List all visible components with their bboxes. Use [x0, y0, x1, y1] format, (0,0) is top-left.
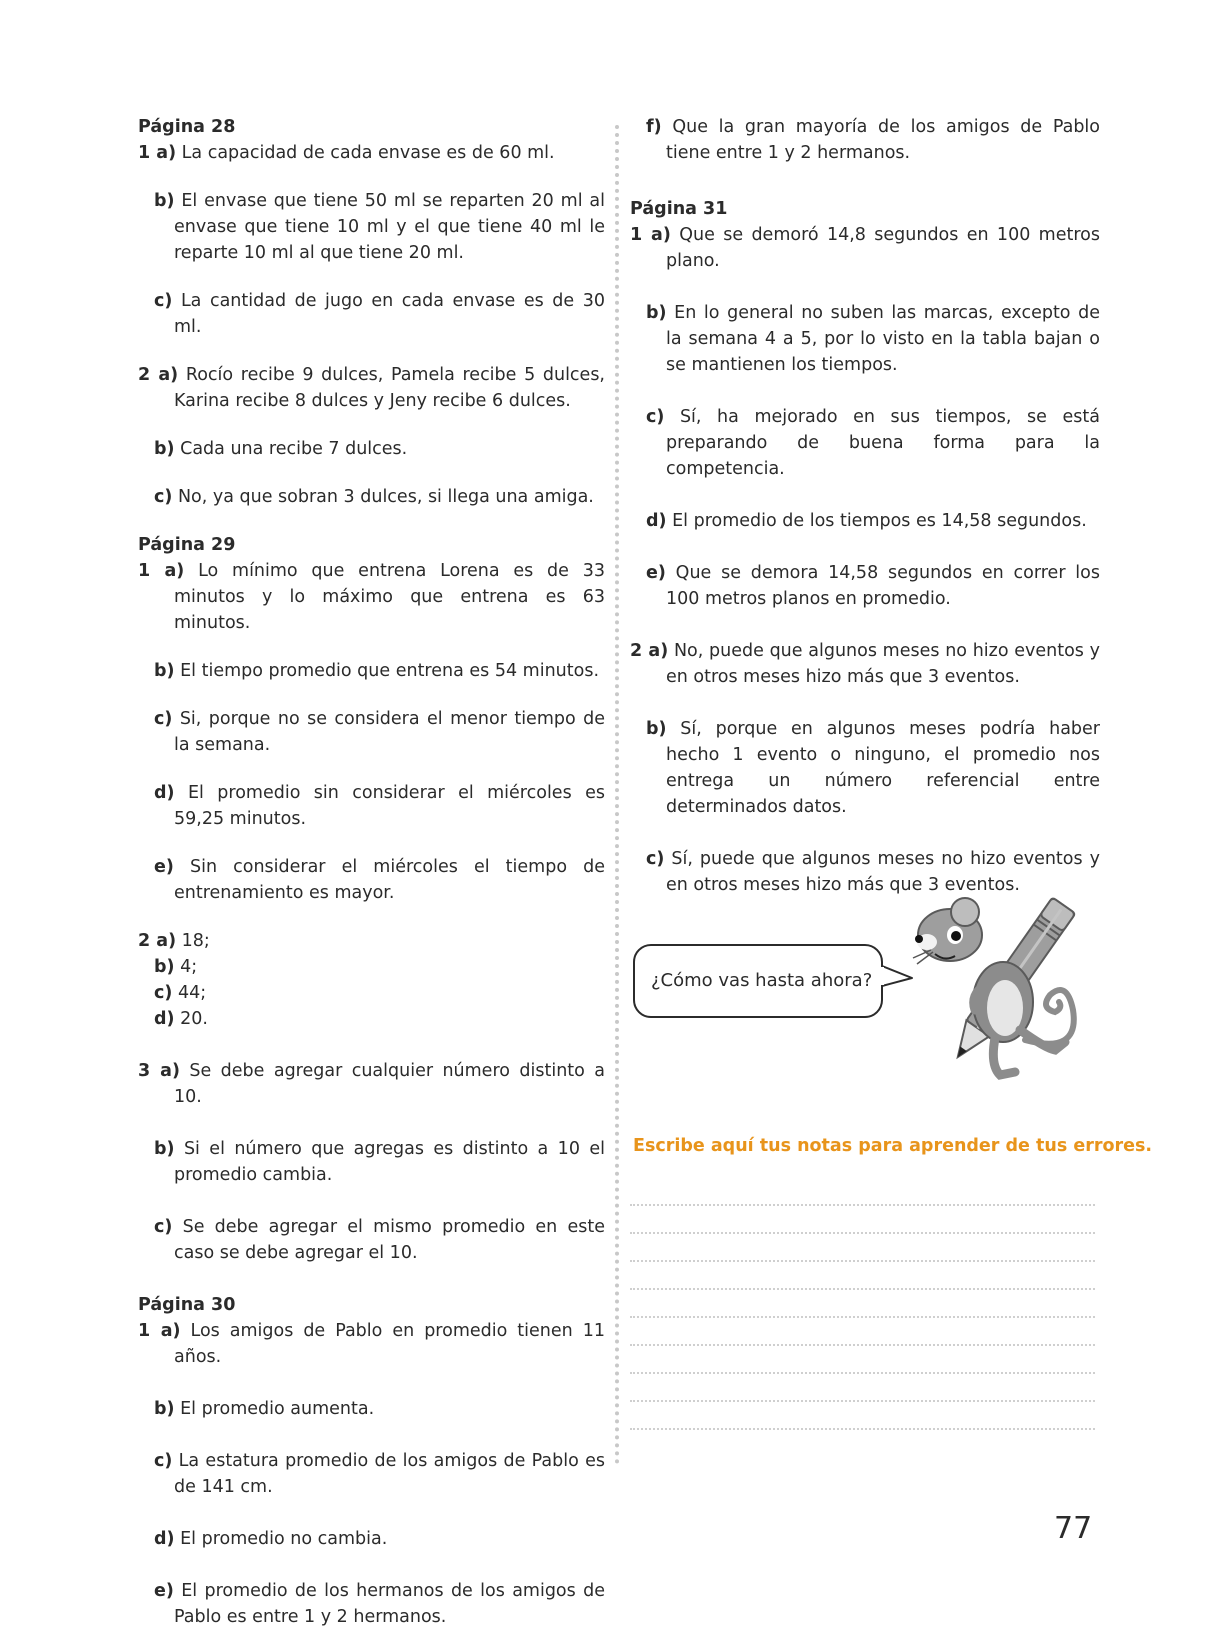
- answer-p30-1e: e) El promedio de los hermanos de los amigos de Pablo es entre 1 y 2 hermanos.: [154, 1581, 605, 1627]
- answer-p29-3c: c) Se debe agregar el mismo promedio en este caso se debe agregar el 10.: [154, 1217, 605, 1263]
- answer-p29-1c: c) Si, porque no se considera el menor tiempo de la semana.: [154, 709, 605, 755]
- column-divider: [615, 125, 619, 1465]
- notes-line[interactable]: [630, 1290, 1095, 1318]
- mouse-mascot-icon: [905, 890, 1105, 1100]
- answer-p29-3a: 3 a) Se debe agregar cualquier número distinto a 10.: [138, 1061, 605, 1107]
- section-heading-p31: Página 31: [630, 199, 728, 219]
- notes-line[interactable]: [630, 1234, 1095, 1262]
- section-heading-p29: Página 29: [138, 535, 236, 555]
- answer-p31-2c: c) Sí, puede que algunos meses no hizo eventos y en otros meses hizo más que 3 eventos.: [646, 849, 1100, 895]
- answer-p31-1c: c) Sí, ha mejorado en sus tiempos, se está preparando de buena forma para la competencia.: [646, 407, 1100, 479]
- answer-p28-1a: 1 a) La capacidad de cada envase es de 60 ml.: [138, 143, 555, 163]
- answer-p28-1c: c) La cantidad de jugo en cada envase es de 30 ml.: [154, 291, 605, 337]
- answer-p29-1b: b) El tiempo promedio que entrena es 54 minutos.: [154, 661, 600, 681]
- answer-p28-2a: 2 a) Rocío recibe 9 dulces, Pamela recibe 5 dulces, Karina recibe 8 dulces y Jeny recibe 6 dulces.: [138, 365, 605, 411]
- answer-p29-1a: 1 a) Lo mínimo que entrena Lorena es de 33 minutos y lo máximo que entrena es 63 minutos.: [138, 561, 605, 633]
- notes-line[interactable]: [630, 1318, 1095, 1346]
- answer-p28-2b: b) Cada una recibe 7 dulces.: [154, 439, 408, 459]
- answer-p31-1b: b) En lo general no suben las marcas, excepto de la semana 4 a 5, por lo visto en la tabla bajan o se mantienen los tiempos.: [646, 303, 1100, 375]
- answer-p31-2a: 2 a) No, puede que algunos meses no hizo eventos y en otros meses hizo más que 3 eventos.: [630, 641, 1100, 687]
- answer-p30-1d: d) El promedio no cambia.: [154, 1529, 388, 1549]
- answer-p31-1a: 1 a) Que se demoró 14,8 segundos en 100 metros plano.: [630, 225, 1100, 271]
- answer-p31-2b: b) Sí, porque en algunos meses podría haber hecho 1 evento o ninguno, el promedio nos entrega un número referencial entre determinados datos.: [646, 719, 1100, 817]
- speech-bubble-text: ¿Cómo vas hasta ahora?: [651, 970, 873, 991]
- answer-p28-2c: c) No, ya que sobran 3 dulces, si llega una amiga.: [154, 487, 594, 507]
- notes-line[interactable]: [630, 1402, 1095, 1430]
- right-column: [630, 114, 1100, 898]
- notes-line[interactable]: [630, 1262, 1095, 1290]
- answer-p29-2c: c) 44;: [154, 983, 207, 1003]
- notes-lines: [630, 1178, 1095, 1430]
- answer-p31-1d: d) El promedio de los tiempos es 14,58 segundos.: [646, 511, 1087, 531]
- answer-p30-1b: b) El promedio aumenta.: [154, 1399, 375, 1419]
- notes-line[interactable]: [630, 1346, 1095, 1374]
- answer-p29-2b: b) 4;: [154, 957, 198, 977]
- section-heading-p28: Página 28: [138, 117, 236, 137]
- answer-p29-1d: d) El promedio sin considerar el miércoles es 59,25 minutos.: [154, 783, 605, 829]
- answer-p31-1e: e) Que se demora 14,58 segundos en correr los 100 metros planos en promedio.: [646, 563, 1100, 609]
- answer-p29-1e: e) Sin considerar el miércoles el tiempo de entrenamiento es mayor.: [154, 857, 605, 903]
- notes-line[interactable]: [630, 1206, 1095, 1234]
- section-heading-p30: Página 30: [138, 1295, 236, 1315]
- answer-p30-1c: c) La estatura promedio de los amigos de Pablo es de 141 cm.: [154, 1451, 605, 1497]
- answer-p30-1a: 1 a) Los amigos de Pablo en promedio tienen 11 años.: [138, 1321, 606, 1367]
- answer-p29-2d: d) 20.: [154, 1009, 208, 1029]
- answer-p28-1b: b) El envase que tiene 50 ml se reparten 20 ml al envase que tiene 10 ml y el que tiene 40 ml le reparte 10 ml al que tiene 20 ml.: [154, 191, 605, 263]
- left-column: [138, 114, 605, 1630]
- speech-bubble: [633, 944, 883, 1018]
- notes-title: Escribe aquí tus notas para aprender de tus errores.: [633, 1136, 1153, 1156]
- answer-p29-2a: 2 a) 18;: [138, 931, 210, 951]
- notes-line[interactable]: [630, 1178, 1095, 1206]
- answer-p29-3b: b) Si el número que agregas es distinto a 10 el promedio cambia.: [154, 1139, 605, 1185]
- notes-line[interactable]: [630, 1374, 1095, 1402]
- answer-p30-1f: f) Que la gran mayoría de los amigos de Pablo tiene entre 1 y 2 hermanos.: [646, 117, 1100, 163]
- page-number: 77: [1054, 1511, 1093, 1546]
